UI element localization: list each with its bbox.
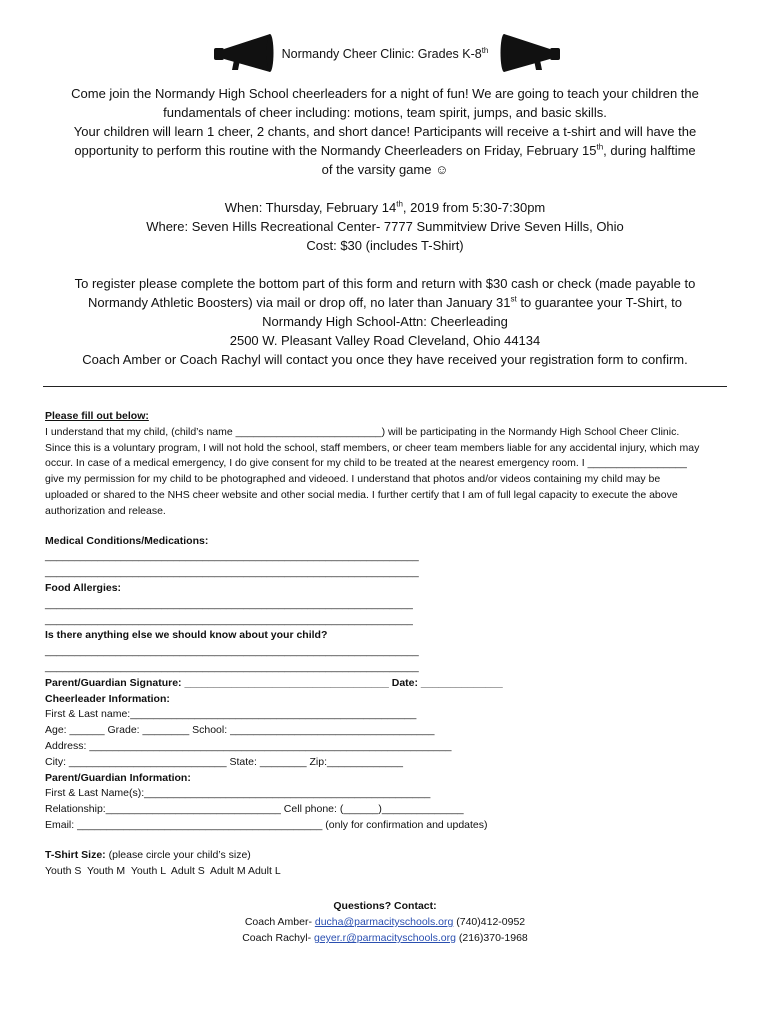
cheerleader-info-label: Cheerleader Information: [45,692,170,705]
tshirt-size-options[interactable]: Youth S Youth M Youth L Adult S Adult M Adult L [45,864,281,877]
registration-form [45,409,705,879]
email-field[interactable]: Email: __________________________________________ (only for confirmation and updates) [45,818,488,831]
signature-field[interactable]: Parent/Guardian Signature: ___________________________________ Date: ______________ [45,676,503,689]
else-label: Is there anything else we should know about your child? [45,629,328,642]
allergies-field[interactable]: _______________________________________________________________ [45,597,413,610]
consent-text[interactable]: I understand that my child, (child’s name _________________________) will be participating in the Normandy High School Cheer Clinic. Since this is a voluntary program, I will not hold the school, staff members, or cheer team members liable for any accidental injury, which may occur. In case of a medical emergency, I do give consent for my child to be treated at the nearest emergency room. I _________________ give my permission for my child to be photographed and videoed. I understand that photos and/or videos containing my child may be uploaded or shared to the NHS cheer website and other social media. I further certify that I am of full legal capacity to execute the above authorization and release. [45,425,700,517]
name-field[interactable]: First & Last name:_________________________________________________ [45,708,417,721]
allergies-field[interactable]: _______________________________________________________________ [45,613,413,626]
tshirt-size-label: T-Shirt Size: (please circle your child’s size) [45,848,251,861]
register-line: Coach Amber or Coach Rachyl will contact you once they have received your registration form to confirm. [82,352,688,367]
form-heading: Please fill out below: [45,410,149,422]
relationship-phone-field[interactable]: Relationship:______________________________ Cell phone: (______)______________ [45,803,464,816]
divider [43,386,727,387]
register-line: Normandy High School-Attn: Cheerleading [262,314,508,329]
intro-paragraph [30,84,740,179]
intro-line: opportunity to perform this routine with the Normandy Cheerleaders on Friday, February 15th, during halftime [74,142,696,158]
title-row [0,30,770,80]
parent-name-field[interactable]: First & Last Name(s):_________________________________________________ [45,787,431,800]
megaphone-icon [500,32,562,74]
register-line: Normandy Athletic Boosters) via mail or drop off, no later than January 31st to guarantee your T-Shirt, to [88,294,682,310]
intro-line: of the varsity game ☺ [321,162,449,177]
address-field[interactable]: Address: ______________________________________________________________ [45,739,452,752]
event-details [30,198,740,255]
parent-info-label: Parent/Guardian Information: [45,771,191,784]
intro-line: Your children will learn 1 cheer, 2 chants, and short dance! Participants will receive a t-shirt and will have the [73,124,697,139]
contact-rachyl: Coach Rachyl- geyer.r@parmacityschools.org (216)370-1968 [242,932,528,944]
page-title: Normandy Cheer Clinic: Grades K-8th [281,46,489,62]
event-when: When: Thursday, February 14th, 2019 from 5:30-7:30pm [224,199,546,215]
register-line: To register please complete the bottom part of this form and return with $30 cash or check (made payable to [74,276,696,291]
city-state-zip-field[interactable]: City: ___________________________ State: ________ Zip:_____________ [45,755,403,768]
registration-instructions [30,274,740,369]
age-grade-school-field[interactable]: Age: ______ Grade: ________ School: ___________________________________ [45,724,435,737]
rachyl-email-link[interactable]: geyer.r@parmacityschools.org [314,932,456,944]
event-where: Where: Seven Hills Recreational Center- 7777 Summitview Drive Seven Hills, Ohio [146,219,624,234]
amber-email-link[interactable]: ducha@parmacityschools.org [314,916,454,928]
register-line: 2500 W. Pleasant Valley Road Cleveland, Ohio 44134 [229,333,541,348]
contact-amber: Coach Amber- ducha@parmacityschools.org (740)412-0952 [244,916,526,928]
medical-label: Medical Conditions/Medications: [45,534,209,547]
contact-heading: Questions? Contact: [333,900,437,912]
allergies-label: Food Allergies: [45,581,122,594]
intro-line: Come join the Normandy High School cheerleaders for a night of fun! We are going to teach your children the [71,86,699,101]
intro-line: fundamentals of cheer including: motions, team spirit, jumps, and basic skills. [163,105,607,120]
else-field[interactable]: ________________________________________________________________ [45,645,419,658]
else-field[interactable]: ________________________________________________________________ [45,660,419,673]
medical-field[interactable]: ________________________________________________________________ [45,550,419,563]
contact-section [0,898,770,946]
medical-field[interactable]: ________________________________________________________________ [45,566,419,579]
event-cost: Cost: $30 (includes T-Shirt) [306,238,464,253]
